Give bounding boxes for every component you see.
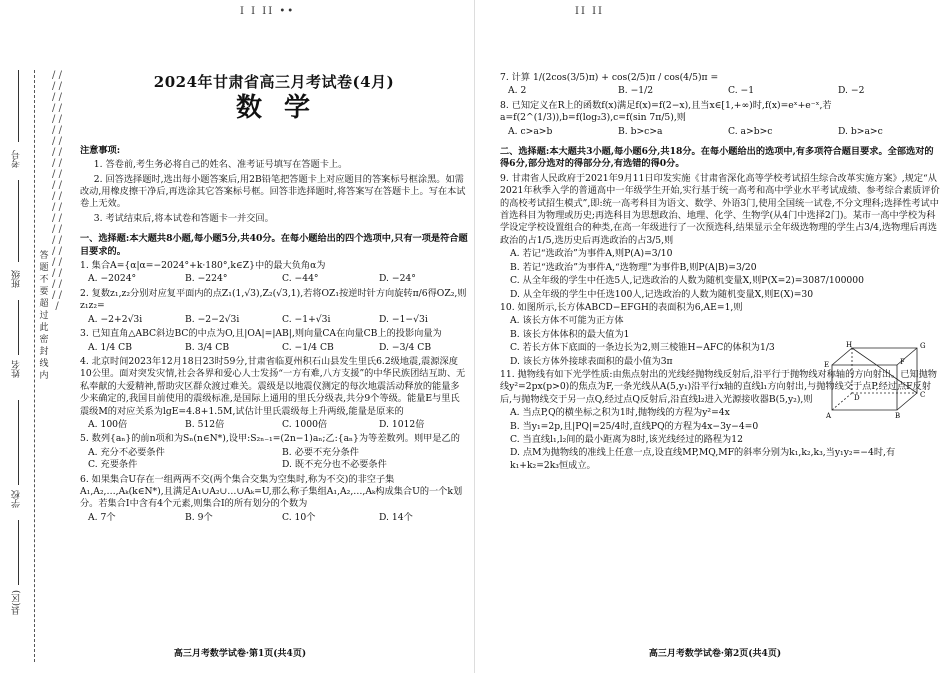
question-1: 1. 集合A={α|α=−2024°+k·180°,k∈Z}中的最大负角α为 xyxy=(80,260,326,272)
question-10-option-c: C. 若长方体下底面的一条边长为2,则三棱锥H−AFC的体积为1/3 xyxy=(510,342,775,354)
seal-line xyxy=(34,70,35,662)
cuboid-front-face xyxy=(832,365,897,410)
question-10-option-d: D. 该长方体外接球表面积的最小值为3π xyxy=(510,355,673,367)
seal-warning: 答题不要超过此密封线内 xyxy=(39,251,49,381)
option-d: D. −3/4 CB xyxy=(379,341,432,353)
option-a: A. 充分不必要条件 xyxy=(88,446,165,458)
question-8-options xyxy=(500,126,940,138)
question-10-option-a: A. 该长方体不可能为正方体 xyxy=(510,315,624,327)
option-d: D. −1−√3i xyxy=(379,313,428,325)
line-class xyxy=(18,180,19,262)
question-5: 5. 数列{aₙ}的前n项和为Sₙ(n∈N*),设甲:S₂ₙ₋₁=(2n−1)aₙ;乙:{aₙ}为等差数列。则甲是乙的 xyxy=(80,433,460,445)
option-d: D. −24° xyxy=(379,273,416,285)
notice-block xyxy=(80,145,468,225)
option-d: D. b>a>c xyxy=(838,125,883,137)
label-name: 姓名 xyxy=(12,360,22,378)
question-10-option-b: B. 该长方体体积的最大值为1 xyxy=(510,328,630,340)
question-5-options xyxy=(80,447,468,472)
top-mark-right: II II xyxy=(575,6,604,17)
option-d: D. 既不充分也不必要条件 xyxy=(282,459,387,471)
option-a: A. 2 xyxy=(508,85,527,97)
question-2-options xyxy=(80,314,468,326)
question-9-option-a: A. 若记“选政治”为事件A,则P(A)=3/10 xyxy=(510,248,673,260)
page-2-footer: 高三月考数学试卷·第2页(共4页) xyxy=(648,649,782,659)
cuboid-svg xyxy=(822,340,932,420)
vertex-label-f: F xyxy=(900,358,905,366)
line-county xyxy=(18,520,19,585)
option-b: B. −1/2 xyxy=(618,85,654,97)
binding-strip xyxy=(0,70,70,670)
option-b: B. 3/4 CB xyxy=(185,341,230,353)
option-b: B. 必要不充分条件 xyxy=(282,446,359,458)
exam-title: 2024年甘肃省高三月考试卷(4月) xyxy=(153,73,395,91)
vertex-label-b: B xyxy=(895,412,901,420)
vertex-label-e: E xyxy=(824,361,830,369)
vertex-label-g: G xyxy=(920,342,926,350)
question-1-options xyxy=(80,273,468,285)
question-4: 4. 北京时间2023年12月18日23时59分,甘肃省临夏州积石山县发生里氏6.2级地震,震源深度10公里。面对突发灾情,社会各界和爱心人士发扬“一方有难,八方支援”的中华民族团结互助、无私奉献的大爱精神,帮助灾区群众渡过难关。震级是以地震仪测定的每次地震活动释放的能量多少来确定的,我国目前使用的震级标准,是国际上通用的里氏分级表,共分9个等级。能量E与里氏震级M的对应关系为lgE=4.8+1.5M,试估计里氏震级每上升两级,能量是原来的 xyxy=(80,355,466,417)
line-exam-number xyxy=(18,70,19,142)
question-2: 2. 复数z₁,z₂分别对应复平面内的点Z₁(1,√3),Z₂(√3,1),若将OZ₁按逆时针方向旋转π/6得OZ₂,则z₁z₂= xyxy=(80,287,467,312)
question-11: 11. 抛物线有如下光学性质:由焦点射出的光线经抛物线反射后,沿平行于抛物线对称轴的方向射出。已知抛物线y²=2px(p>0)的焦点为F,一条光线从A(5,y₁)沿平行x轴的直线l₁方向射出,与抛物线交于点P,经过点F反射后,与抛物线交于另一点Q,经过点Q反射后,沿直线l₂进入光源接收器B(5,y₂),则 xyxy=(500,368,937,405)
question-9-option-b: B. 若记“选政治”为事件A,“选物理”为事件B,则P(A|B)=3/20 xyxy=(510,261,757,273)
option-a: A. c>a>b xyxy=(508,125,553,137)
question-11-option-a: A. 当点P,Q的横坐标之积为1时,抛物线的方程为y²=4x xyxy=(510,407,730,419)
notice-heading: 注意事项: xyxy=(80,144,121,156)
question-10: 10. 如图所示,长方体ABCD−EFGH的表面积为6,AE=1,则 xyxy=(500,301,743,313)
exam-subject: 数学 xyxy=(235,93,332,124)
question-3: 3. 已知直角△ABC斜边BC的中点为O,且|OA|=|AB|,则向量CA在向量CB上的投影向量为 xyxy=(80,328,442,340)
option-d: D. 14个 xyxy=(379,511,413,523)
option-b: B. −224° xyxy=(185,273,228,285)
vertex-label-d: D xyxy=(854,394,860,402)
option-b: B. 512倍 xyxy=(185,418,225,430)
notice-item: 2. 回答选择题时,选出每小题答案后,用2B铅笔把答题卡上对应题目的答案标号框涂黑。如需改动,用橡皮擦干净后,再选涂其它答案标号框。回答非选择题时,将答案写在答题卡上。写在本试卷上无效。 xyxy=(80,173,466,210)
question-4-options xyxy=(80,419,468,431)
top-mark-left: I I II •• xyxy=(240,6,296,17)
line-name xyxy=(18,300,19,355)
section-1-heading: 一、选择题:本大题共8小题,每小题5分,共40分。在每小题给出的四个选项中,只有一项是符合题目要求的。 xyxy=(80,233,468,257)
option-d: D. 1012倍 xyxy=(379,418,425,430)
option-a: A. −2024° xyxy=(88,273,137,285)
option-a: A. −2+2√3i xyxy=(88,313,143,325)
seal-slashes: / / / / / / / / / / / / / / / / / / / / / / / / / / / / / / / / / / / / / / / / / / / xyxy=(52,70,62,312)
question-9-option-c: C. 从全年级的学生中任选5人,记选政治的人数为随机变量X,则P(X=2)=3087/100000 xyxy=(510,275,864,287)
question-7-options xyxy=(500,85,940,97)
cuboid-hidden-edge xyxy=(832,393,852,410)
question-11-option-c: C. 当直线l₁,l₂间的最小距离为8时,该光线经过的路程为12 xyxy=(510,433,743,445)
cuboid-edge xyxy=(832,348,852,365)
question-11-option-b: B. 当y₁=2p,且|PQ|=25/4时,直线PQ的方程为4x−3y−4=0 xyxy=(510,420,759,432)
notice-item: 1. 答卷前,考生务必将自己的姓名、准考证号填写在答题卡上。 xyxy=(93,159,348,171)
option-a: A. 1/4 CB xyxy=(88,341,132,353)
option-c: C. −44° xyxy=(282,273,319,285)
label-school: 学校 xyxy=(12,490,22,508)
option-a: A. 7个 xyxy=(88,511,116,523)
question-8: 8. 已知定义在R上的函数f(x)满足f(x)=f(2−x),且当x∈[1,+∞)时,f(x)=eˣ+e⁻ˣ,若a=f(2^(1/3)),b=f(log₂3),c=f(sin 7π/5),则 xyxy=(500,99,832,124)
section-2-heading: 二、选择题:本大题共3小题,每小题6分,共18分。在每小题给出的选项中,有多项符合题目要求。全部选对的得6分,部分选对的得部分分,有选错的得0分。 xyxy=(500,146,934,170)
option-c: C. −1 xyxy=(728,85,755,97)
question-3-options xyxy=(80,342,468,354)
question-11-option-d: D. 点M为抛物线的准线上任意一点,设直线MP,MQ,MF的斜率分别为k₁,k₂,k₃,当y₁y₂=−4时,有k₁+k₂=2k₃恒成立。 xyxy=(510,447,896,471)
option-c: C. −1/4 CB xyxy=(282,341,334,353)
cuboid-edge xyxy=(897,393,917,410)
page1-content xyxy=(80,72,468,526)
vertex-label-h: H xyxy=(846,341,853,349)
cuboid-back-edges xyxy=(852,348,917,393)
question-10-block xyxy=(500,302,820,368)
vertex-label-c: C xyxy=(920,391,926,399)
option-c: C. −1+√3i xyxy=(282,313,331,325)
label-exam-number: 考号 xyxy=(12,150,22,168)
option-b: B. b>c>a xyxy=(618,125,663,137)
label-class: 班级 xyxy=(12,270,22,288)
option-d: D. −2 xyxy=(838,85,865,97)
line-school xyxy=(18,400,19,485)
option-a: A. 100倍 xyxy=(88,418,128,430)
option-c: C. 10个 xyxy=(282,511,316,523)
question-6-options xyxy=(80,512,468,524)
option-b: B. 9个 xyxy=(185,511,213,523)
page-1-footer: 高三月考数学试卷·第1页(共4页) xyxy=(173,649,307,659)
label-county: 县(区) xyxy=(12,590,22,616)
notice-item: 3. 考试结束后,将本试卷和答题卡一并交回。 xyxy=(93,212,274,224)
question-9-option-d: D. 从全年级的学生中任选100人,记选政治的人数为随机变量X,则E(X)=30 xyxy=(510,288,814,300)
question-7: 7. 计算 1/(2cos(3/5)π) + cos(2/5)π / cos(4/5)π = xyxy=(500,72,719,83)
option-c: C. 充要条件 xyxy=(88,459,138,471)
question-9: 9. 甘肃省人民政府于2021年9月11日印发实施《甘肃省深化高等学校考试招生综合改革实施方案》,规定“从2021年秋季入学的普通高中一年级学生开始,实行基于统一高考和高中学业水平考试成绩、参考综合素质评价的高校考试招生模式”,即:统一高考科目为语文、数学、外语3门,使用全国统一试卷,不分文理科;选择性考试中首选科目为物理或历史;再选科目为思想政治、地理、化学、生物学(从4门中选择2门)。某市一高中学校为科学设定学校设置组合的种类,在高一年级进行了一次预选科,结果显示全年级选物理的学生占3/4,选物理后再选政治的占1/5,选历史后再选政治的占3/5,则 xyxy=(500,172,940,246)
option-b: B. −2−2√3i xyxy=(185,313,240,325)
cuboid-figure xyxy=(822,340,932,420)
option-c: C. 1000倍 xyxy=(282,418,328,430)
exam-page-2 xyxy=(475,0,950,673)
vertex-label-a: A xyxy=(826,412,832,420)
question-6: 6. 如果集合U存在一组两两不交(两个集合交集为空集时,称为不交)的非空子集A₁,A₂,…,Aₖ(k∈N*),且满足A₁∪A₂∪…∪Aₖ=U,那么称子集组A₁,A₂,…,Aₖ构成集合U的一个k划分。若集合I中含有4个元素,则集合I的所有划分的个数为 xyxy=(80,473,463,510)
option-c: C. a>b>c xyxy=(728,125,773,137)
